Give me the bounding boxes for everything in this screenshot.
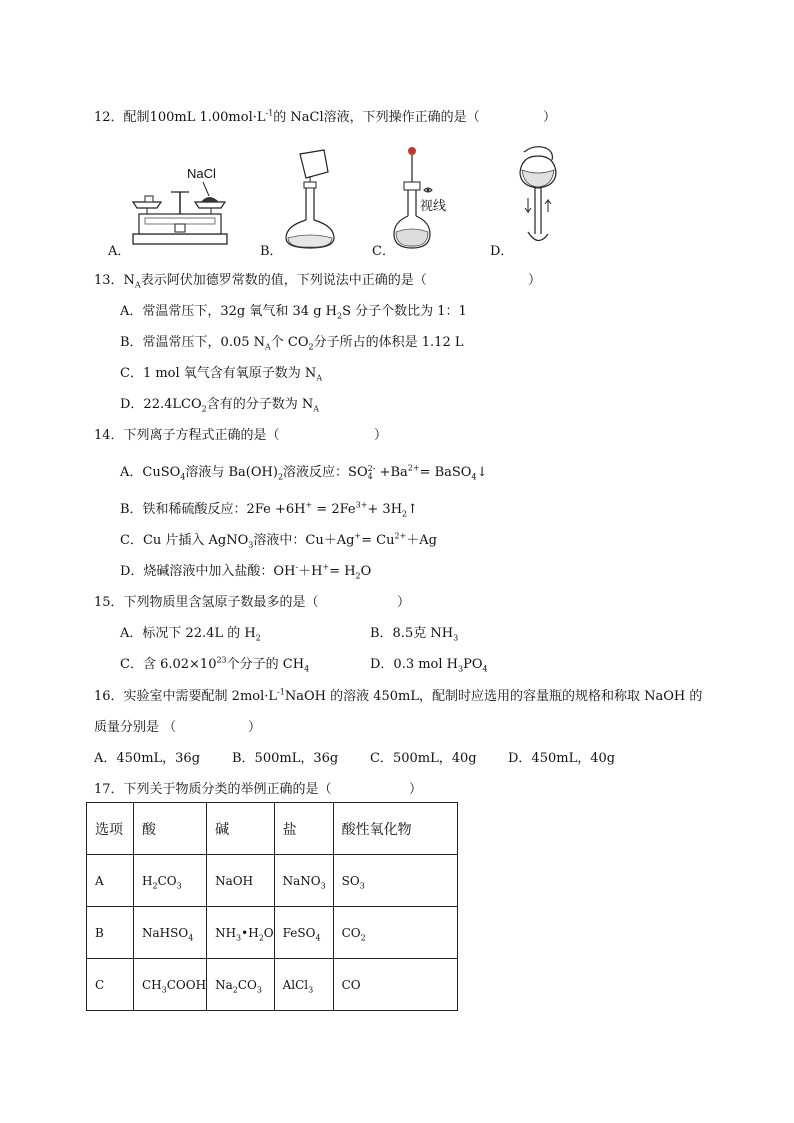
cell-base: $NH_3•H_2O$ [207, 907, 275, 959]
question-14-paren-end: ） [374, 428, 388, 443]
option-a-label: A． [108, 244, 131, 259]
question-12-stem: 12．配制100mL $1.00mol\cdot L^{-1}$的 NaCl溶液，下列操作正确的是（ [94, 108, 480, 125]
cell-oxide: CO [333, 959, 457, 1011]
cell-base: $Na_2CO_3$ [207, 959, 275, 1011]
q16-option-a: A．450mL，36g [94, 751, 201, 766]
sightline-label: 视线 [420, 198, 447, 213]
question-16-line-2: 质量分别是 （ [94, 720, 177, 735]
question-16-paren-end: ） [248, 720, 262, 735]
q13-option-b: B．常温常压下，0.05 $N_A$个 $CO_2$分子所占的体积是 1.12 L [120, 335, 464, 352]
pouring-flask-figure [280, 148, 340, 252]
cell-oxide: $CO_2$ [333, 907, 457, 959]
table-row [87, 959, 458, 1011]
q16-option-b: B．500mL，36g [232, 751, 339, 766]
q13-option-a: A．常温常压下，32g 氧气和 34 g $H_2S$ 分子个数比为 1：1 [120, 304, 467, 321]
cell-option: B [87, 907, 134, 959]
question-15-paren-end: ） [397, 595, 411, 610]
option-c-label: C． [372, 244, 395, 259]
question-12-paren-end: ） [543, 110, 557, 125]
classification-table [86, 802, 458, 1011]
table-header-row [87, 803, 458, 855]
q13-option-c: C．1 mol 氧气含有氧原子数为 $N_A$ [120, 366, 323, 383]
cell-acid: $H_2CO_3$ [134, 855, 207, 907]
cell-option: A [87, 855, 134, 907]
cell-salt: NaNO$_3$ [274, 855, 333, 907]
option-d-label: D． [490, 244, 514, 259]
option-b-label: B． [260, 244, 283, 259]
question-17-paren-end: ） [409, 782, 423, 797]
nacl-label: NaCl [187, 166, 216, 181]
q13-option-d: D．$22.4LCO_2$含有的分子数为 $N_A$ [120, 397, 319, 414]
cell-oxide: $SO_3$ [333, 855, 457, 907]
question-17-stem: 17．下列关于物质分类的举例正确的是（ [94, 782, 332, 797]
header-option: 选项 [87, 803, 134, 855]
cell-option: C [87, 959, 134, 1011]
q15-option-a: A．标况下 22.4L 的 $H_2$ [120, 626, 261, 643]
question-13-stem: 13．$N_A$表示阿伏加德罗常数的值，下列说法中正确的是（ [94, 273, 427, 290]
q14-option-c: C．Cu 片插入 AgNO$_3$溶液中：$Cu+Ag^+= Cu^{2+}+Ag$ [120, 531, 437, 550]
table-row [87, 855, 458, 907]
q16-option-c: C．500mL，40g [370, 751, 477, 766]
q15-option-d: D．0.3 mol $H_3PO_4$ [370, 657, 488, 674]
question-15-stem: 15．下列物质里含氢原子数最多的是（ [94, 595, 319, 610]
cell-salt: FeSO$_4$ [274, 907, 333, 959]
q15-option-c: C．含 $6.02\times 10^{23}$个分子的 $CH_4$ [120, 655, 310, 674]
q14-option-b: B．铁和稀硫酸反应：$2Fe +6H^+ = 2Fe^{3+}+$ $3H_2↑$ [120, 500, 419, 519]
question-14-stem: 14．下列离子方程式正确的是（ [94, 428, 280, 443]
header-acidic-oxide: 酸性氧化物 [333, 803, 457, 855]
header-acid: 酸 [134, 803, 207, 855]
cell-acid: $CH_3COOH$ [134, 959, 207, 1011]
cell-acid: NaHSO$_4$ [134, 907, 207, 959]
q14-option-d: D．烧碱溶液中加入盐酸：$OH^-+H^+= H_2O$ [120, 562, 372, 581]
header-base: 碱 [207, 803, 275, 855]
reading-flask-figure [392, 144, 472, 252]
question-16-line-1: 16．实验室中需要配制 $2mol\cdot L^{-1}NaOH$ 的溶液 450mL，配制时应选用的容量瓶的规格和称取 NaOH 的 [94, 687, 703, 704]
question-13-paren-end: ） [528, 273, 542, 288]
header-salt: 盐 [274, 803, 333, 855]
cell-base: NaOH [207, 855, 275, 907]
balance-figure [125, 162, 235, 252]
q15-option-b: B．8.5克 $NH_3$ [370, 626, 459, 643]
table-row [87, 907, 458, 959]
q14-option-a: A．CuSO$_4$溶液与 $Ba(OH)_2$溶液反应：SO2- $4 +Ba^{2+}=$ BaSO$_4$↓ [120, 463, 488, 482]
cell-salt: AlCl$_3$ [274, 959, 333, 1011]
q16-option-d: D．450mL，40g [508, 751, 616, 766]
inverting-flask-figure [508, 142, 568, 252]
